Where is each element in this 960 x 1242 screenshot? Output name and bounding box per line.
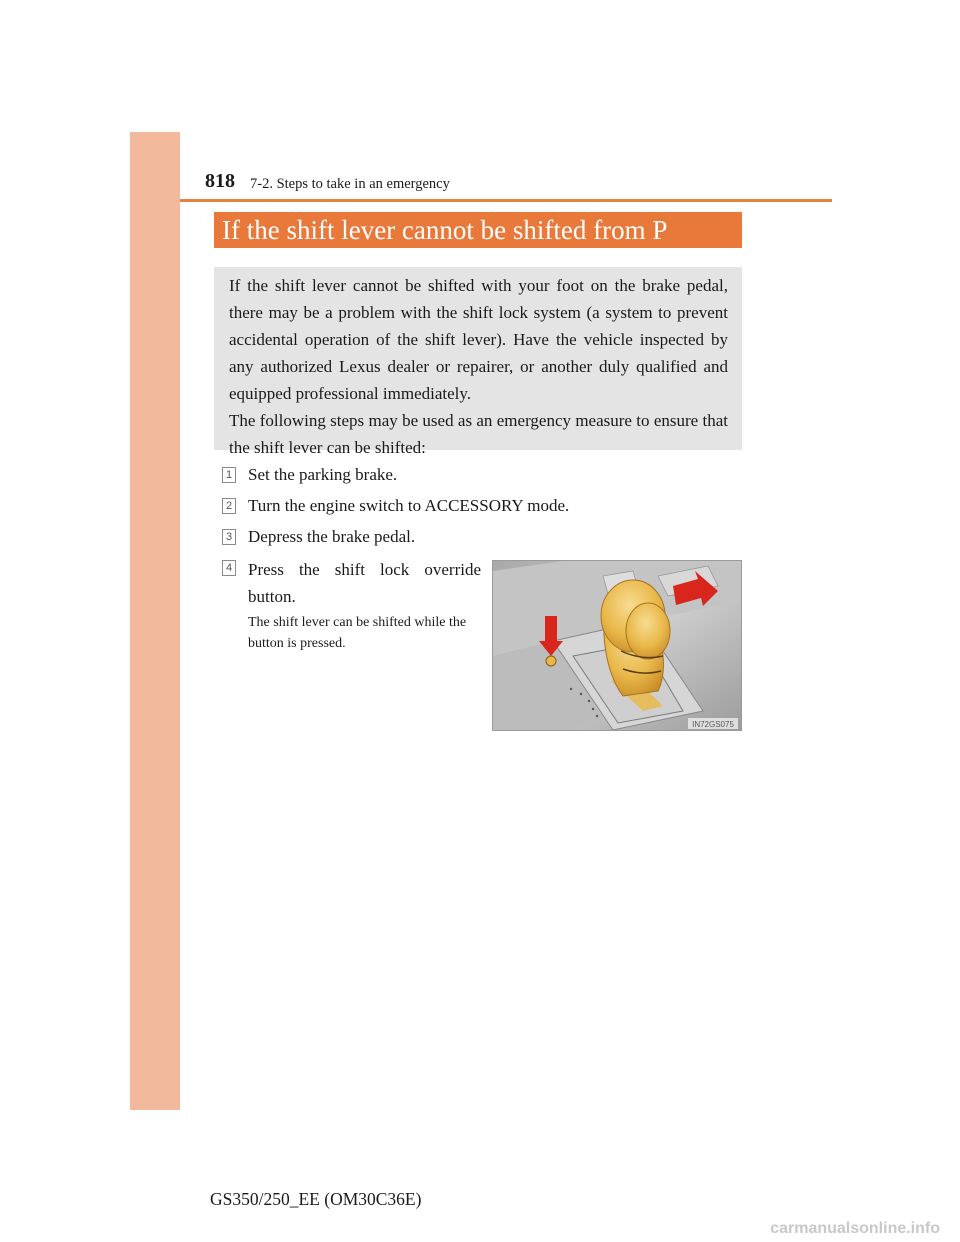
- info-paragraph-2: The following steps may be used as an emergency measure to ensure that the shift lever can be shifted:: [229, 411, 728, 457]
- footer-model-code: GS350/250_EE (OM30C36E): [210, 1189, 422, 1209]
- info-paragraph-1: If the shift lever cannot be shifted with your foot on the brake pedal, there may be a problem with the shift lock system (a system to prevent accidental operation of the shift lever). Have the vehicle inspected by any authorized Lexus dealer or repairer, or another duly qualified and equipped professional immediately.: [229, 276, 728, 403]
- step-4-line-2: button.: [248, 587, 296, 606]
- shift-lever-drawing: [493, 561, 741, 730]
- page-number: 818: [205, 170, 235, 192]
- step-text: Set the parking brake.: [248, 465, 398, 484]
- step-number: 1: [222, 467, 236, 483]
- step-number: 3: [222, 529, 236, 545]
- step-4-line-1: Press the shift lock override: [248, 560, 481, 579]
- side-tab: [130, 132, 180, 1110]
- header-rule: [180, 199, 832, 202]
- step-text: Depress the brake pedal.: [248, 527, 416, 546]
- watermark: carmanualsonline.info: [770, 1220, 940, 1237]
- step-4-text: [248, 556, 481, 610]
- step-number: 4: [222, 560, 236, 576]
- step-number: 2: [222, 498, 236, 514]
- illustration-code: IN72GS075: [692, 720, 734, 729]
- shift-lever-illustration: [492, 560, 742, 731]
- section-reference: 7-2. Steps to take in an emergency: [250, 176, 450, 192]
- step-note: The shift lever can be shifted while the button is pressed.: [248, 615, 467, 651]
- section-title: If the shift lever cannot be shifted from P: [214, 212, 742, 248]
- info-box: [214, 267, 742, 457]
- step-text: Turn the engine switch to ACCESSORY mode.: [248, 496, 570, 515]
